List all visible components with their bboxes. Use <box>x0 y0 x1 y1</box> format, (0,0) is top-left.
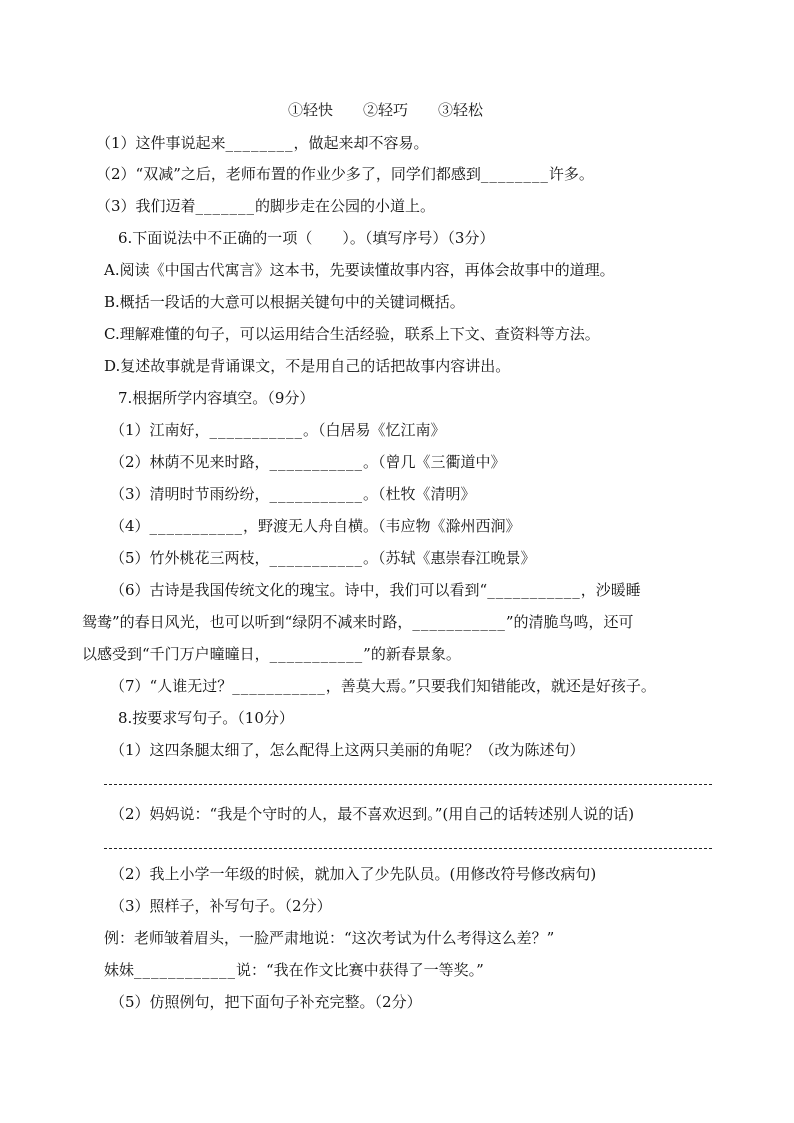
q5-item-2-post: 许多。 <box>548 165 594 183</box>
q7-item-1-pre: （1）江南好， <box>110 421 210 439</box>
q8-sentence-1: （1）这四条腿太细了，怎么配得上这两只美丽的角呢？（改为陈述句） <box>110 741 585 759</box>
q7-item-3-post: 。（杜牧《清明》 <box>363 485 476 503</box>
q5-item-1-blank[interactable]: ________ <box>225 134 294 152</box>
options-line: ①轻快 ②轻巧 ③轻松 <box>288 101 484 119</box>
q8-answer-line-1[interactable] <box>104 784 712 785</box>
q8-title: 8.按要求写句子。（10分） <box>118 709 294 727</box>
q7-item-7-blank[interactable]: ___________ <box>232 677 326 695</box>
q7-item-4-blank[interactable]: ___________ <box>149 517 244 535</box>
q7-item-6-line-3-pre: 以感受到“千门万户曈曈日， <box>82 645 270 663</box>
q7-item-6-line-2-post: ”的清脆鸟鸣，还可 <box>505 613 634 631</box>
q7-item-6-line-1-post: ，沙暖睡 <box>580 581 641 599</box>
q7-item-2-blank[interactable]: ___________ <box>269 453 364 471</box>
q7-item-3-blank[interactable]: ___________ <box>269 485 364 503</box>
q5-item-2-pre: （2）“双减”之后，老师布置的作业少多了，同学们都感到 <box>96 165 481 183</box>
q7-item-2-post: 。（曾几《三衢道中》 <box>363 453 506 471</box>
q5-item-3-blank[interactable]: _______ <box>195 197 256 215</box>
q7-item-6-line-3-post: ”的新春景象。 <box>363 645 461 663</box>
q7-item-1-blank[interactable]: ___________ <box>209 421 304 439</box>
q7-item-6-blank-2[interactable]: ___________ <box>412 613 506 631</box>
q8-sentence-3: （2）我上小学一年级的时候，就加入了少先队员。(用修改符号修改病句) <box>110 865 597 883</box>
q7-item-6-line-2-pre: 鸳鸯”的春日风光，也可以听到“绿阴不减来时路， <box>82 613 413 631</box>
q7-item-5-blank[interactable]: ___________ <box>269 549 364 567</box>
q7-item-4 <box>110 516 521 536</box>
q8-sister-pre: 妹妹 <box>104 961 135 979</box>
q8-answer-line-2[interactable] <box>104 848 712 849</box>
q7-item-6-line-1-pre: （6）古诗是我国传统文化的瑰宝。诗中，我们可以看到“ <box>110 581 488 599</box>
q6-title: 6.下面说法中不正确的一项（ ）。（填写序号）（3分） <box>118 229 495 247</box>
q7-item-5-post: 。（苏轼《惠崇春江晚景》 <box>363 549 536 567</box>
q8-sister-blank[interactable]: ____________ <box>134 961 237 979</box>
q7-item-7-pre: （7）“人谁无过？ <box>110 677 233 695</box>
q7-item-7 <box>110 676 656 696</box>
q7-item-7-post: ，善莫大焉。”只要我们知错能改，就还是好孩子。 <box>325 677 656 695</box>
q7-item-1-post: 。（白居易《忆江南》 <box>303 421 446 439</box>
q7-item-4-post: ，野渡无人舟自横。（韦应物《滁州西涧》 <box>243 517 521 535</box>
q5-item-1-pre: （1）这件事说起来 <box>96 134 226 152</box>
q7-item-3-pre: （3）清明时节雨纷纷， <box>110 485 270 503</box>
q5-item-2-blank[interactable]: ________ <box>480 165 549 183</box>
q7-item-6-line-3 <box>82 644 461 664</box>
q7-title: 7.根据所学内容填空。（9分） <box>118 389 315 407</box>
q6-option-d: D.复述故事就是背诵课文，不是用自己的话把故事内容讲出。 <box>104 357 511 375</box>
q5-item-1 <box>96 133 429 153</box>
q7-item-6-blank-3[interactable]: ___________ <box>269 645 364 663</box>
q5-item-3-pre: （3）我们迈着 <box>96 197 196 215</box>
q8-sentence-5: （5）仿照例句，把下面句子补充完整。（2分） <box>110 993 422 1011</box>
q7-item-6-blank-1[interactable]: ___________ <box>487 581 581 599</box>
q7-item-1 <box>110 420 446 440</box>
q5-item-1-post: ，做起来却不容易。 <box>293 134 429 152</box>
q7-item-5-pre: （5）竹外桃花三两枝， <box>110 549 270 567</box>
q7-item-6-line-1 <box>110 580 641 600</box>
q7-item-6-line-2 <box>82 612 634 632</box>
q5-item-2 <box>96 164 594 184</box>
q7-item-2 <box>110 452 506 472</box>
q7-item-2-pre: （2）林荫不见来时路， <box>110 453 270 471</box>
q8-sentence-4: （3）照样子，补写句子。（2分） <box>110 897 332 915</box>
q7-item-4-pre: （4） <box>110 517 150 535</box>
q7-item-3 <box>110 484 476 504</box>
q5-item-3 <box>96 196 435 216</box>
q8-sentence-2: （2）妈妈说：“我是个守时的人，最不喜欢迟到。”(用自己的话转述别人说的话) <box>110 805 635 823</box>
q8-sister-line <box>104 960 484 980</box>
q6-option-a: A.阅读《中国古代寓言》这本书，先要读懂故事内容，再体会故事中的道理。 <box>104 261 615 279</box>
q7-item-5 <box>110 548 536 568</box>
q8-sister-post: 说：“我在作文比赛中获得了一等奖。” <box>236 961 484 979</box>
q6-option-c: C.理解难懂的句子，可以运用结合生活经验，联系上下文、查资料等方法。 <box>104 325 600 343</box>
q5-item-3-post: 的脚步走在公园的小道上。 <box>255 197 436 215</box>
q6-option-b: B.概括一段话的大意可以根据关键句中的关键词概括。 <box>104 293 465 311</box>
q8-example: 例：老师皱着眉头，一脸严肃地说：“这次考试为什么考得这么差？” <box>104 929 555 947</box>
